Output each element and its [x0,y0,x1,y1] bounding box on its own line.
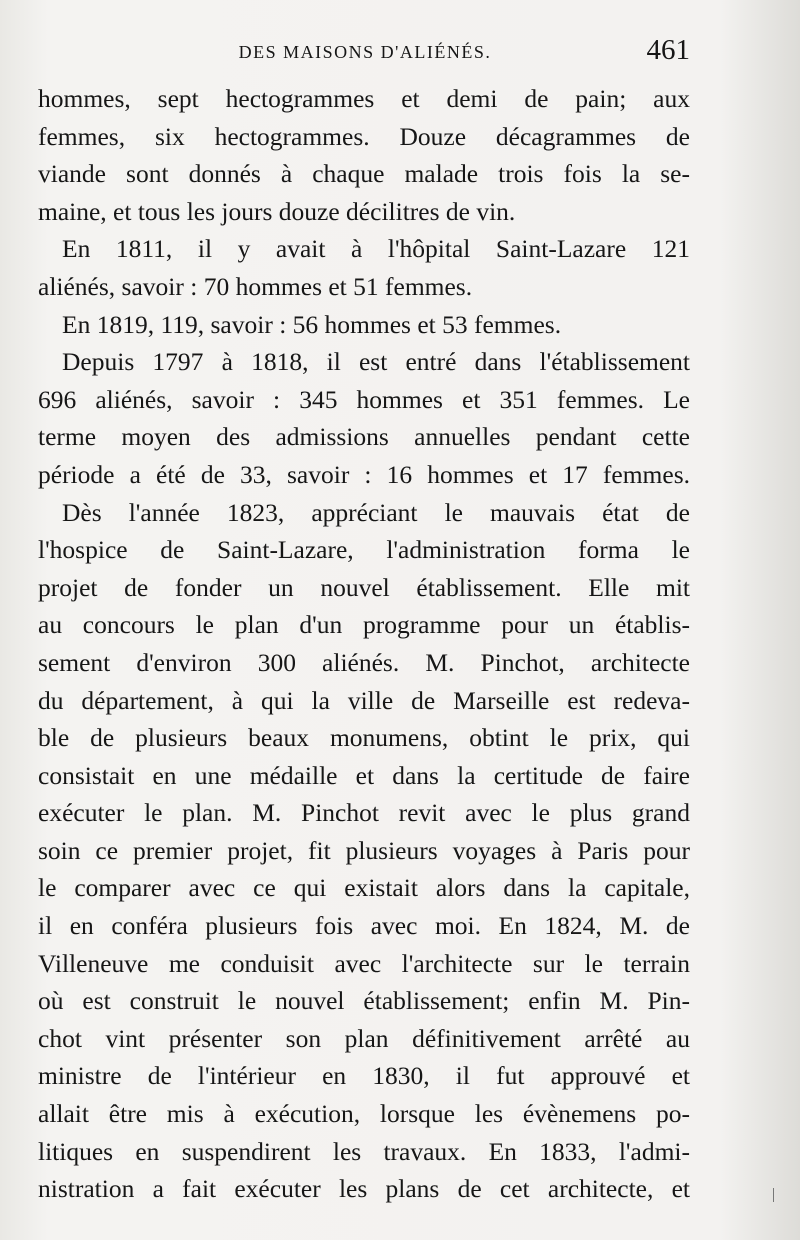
text-line: l'hospice de Saint-Lazare, l'administration forma le [38,535,690,565]
text-line: En 1811, il y avait à l'hôpital Saint-Lazare 121 [62,234,690,264]
text-line: viande sont donnés à chaque malade trois fois la se- [38,159,690,189]
text-line: chot vint présenter son plan définitivement arrêté au [38,1023,690,1053]
text-line: consistait en une médaille et dans la certitude de faire [38,760,690,790]
page-number: 461 [646,34,690,66]
text-line: En 1819, 119, savoir : 56 hommes et 53 femmes. [62,309,562,339]
page-header [40,34,690,74]
text-line: Villeneuve me conduisit avec l'architecte sur le terrain [38,948,690,978]
text-line: exécuter le plan. M. Pinchot revit avec le plus grand [38,798,690,828]
text-line: projet de fonder un nouvel établissement. Elle mit [38,572,690,602]
text-line: Dès l'année 1823, appréciant le mauvais état de [62,497,690,527]
text-line: femmes, six hectogrammes. Douze décagrammes de [38,121,690,151]
text-line: hommes, sept hectogrammes et demi de pain; aux [38,84,690,113]
text-line: nistration a fait exécuter les plans de cet architecte, et [38,1174,690,1204]
text-line: sement d'environ 300 aliénés. M. Pinchot, architecte [38,647,690,677]
text-line: ble de plusieurs beaux monumens, obtint le prix, qui [38,723,690,753]
text-line: du département, à qui la ville de Marseille est redeva- [38,685,690,715]
text-line: il en conféra plusieurs fois avec moi. En 1824, M. de [38,911,690,941]
text-line: le comparer avec ce qui existait alors dans la capitale, [38,873,690,903]
page-edge-mark [773,1188,774,1202]
text-line: allait être mis à exécution, lorsque les évènemens po- [38,1099,690,1129]
text-line: litiques en suspendirent les travaux. En 1833, l'admi- [38,1136,690,1166]
text-line: aliénés, savoir : 70 hommes et 51 femmes. [38,271,473,301]
text-line: période a été de 33, savoir : 16 hommes et 17 femmes. [38,459,690,489]
body-text [38,80,690,1208]
text-line: où est construit le nouvel établissement; enfin M. Pin- [38,986,690,1016]
running-title: DES MAISONS D'ALIÉNÉS. [238,42,492,62]
text-line: maine, et tous les jours douze décilitres de vin. [38,196,516,226]
text-line: Depuis 1797 à 1818, il est entré dans l'établissement [62,347,690,377]
text-line: terme moyen des admissions annuelles pendant cette [38,422,690,452]
text-line: au concours le plan d'un programme pour un établis- [38,610,690,640]
text-line: soin ce premier projet, fit plusieurs voyages à Paris pour [38,835,690,865]
text-line: ministre de l'intérieur en 1830, il fut approuvé et [38,1061,690,1091]
text-line: 696 aliénés, savoir : 345 hommes et 351 femmes. Le [38,384,690,414]
